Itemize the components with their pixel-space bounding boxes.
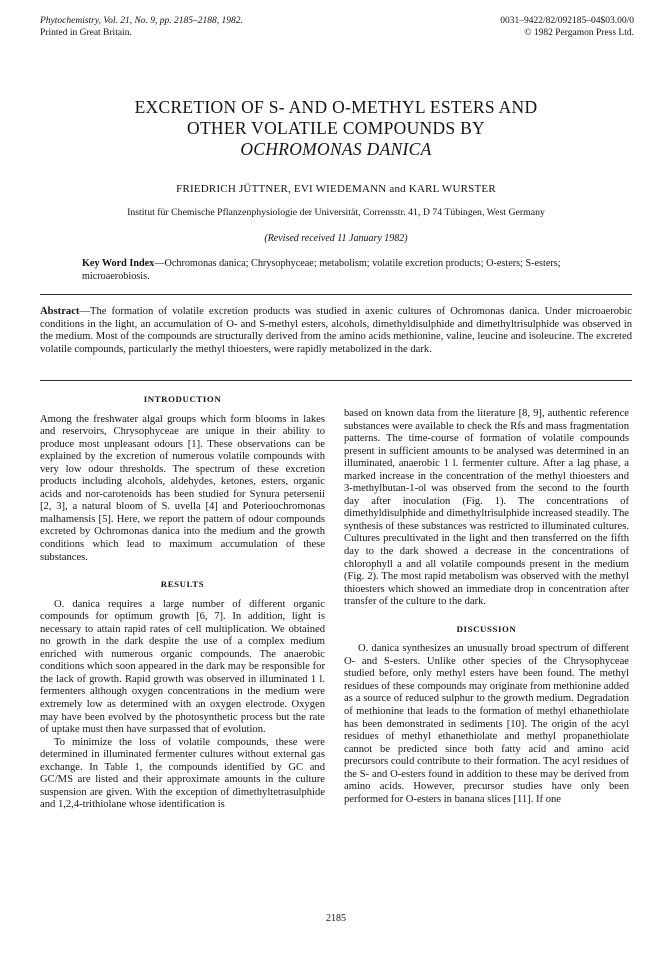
title-line-2: OTHER VOLATILE COMPOUNDS BY xyxy=(187,118,485,138)
abstract-text: —The formation of volatile excretion products was studied in axenic cultures of Ochromonas danica. Under microaerobic conditions in the light, an accumulation of O- and S-methyl esters, alcohols, dimethyldisulphide and dimethyltrisulphide was observed in the medium. Most of the compounds are structurally derived from the amino acids methionine, valine, leucine and isoleucine. The excreted volatile compounds, particularly the methyl thioesters, were rapidly metabolized in the dark. xyxy=(40,306,632,355)
title-line-3: OCHROMONAS DANICA xyxy=(240,139,432,159)
page-number: 2185 xyxy=(326,913,346,924)
keywords xyxy=(82,258,602,283)
paper-title xyxy=(40,97,632,160)
introduction-heading: INTRODUCTION xyxy=(143,394,222,404)
column-left xyxy=(40,393,325,812)
authors: FRIEDRICH JÜTTNER, EVI WIEDEMANN and KARL WURSTER xyxy=(176,183,496,195)
rule-bottom xyxy=(40,380,632,381)
results-para-3: based on known data from the literature [8, 9], authentic reference substances were available to check the Rfs and mass fragmentation patterns. The time-course of formation of volatile compounds present in sufficient amounts to be analysed was determined in an illuminated, anaerobic 1 l. fermenter culture. After a lag phase, a marked increase in the concentration of the methyl thioesters and 3-methylbutan-1-ol was observed from the second to the fourth day after inoculation (Fig. 1). The concentrations of dimethyldisulphide and dimethyltrisulphide increased steadily. The synthesis of these substances was restricted to illuminated cultures. Cultures precultivated in the light and then transferred on the fifth day to the dark showed a decrease in the concentrations of chlorophyll a and all volatile compounds present in the medium (Fig. 2). The most rapid metabolism was observed with the methyl thioesters which showed an immediate drop in concentration after transfer of the culture to the dark. xyxy=(344,408,629,608)
affiliation: Institut für Chemische Pflanzenphysiologie der Universität, Corrensstr. 41, D 74 Tübingen, West Germany xyxy=(127,207,545,218)
keywords-text: —Ochromonas danica; Chrysophyceae; metabolism; volatile excretion products; O-esters; S-esters; microaerobiosis. xyxy=(82,258,561,282)
revised-date: (Revised received 11 January 1982) xyxy=(264,233,408,244)
results-heading: RESULTS xyxy=(160,579,205,590)
printed-line: Printed in Great Britain. xyxy=(40,28,132,38)
introduction-text: Among the freshwater algal groups which form blooms in lakes and reservoirs, Chrysophyceae are unique in their ability to produce most unpleasant odours [1]. These observations can be explained by the excretion of numerous volatile compounds with very low odour thresholds. The spectrum of these excretion products including alcohols, aldehydes, ketones, esters, organic acids and nor-carotenoids has been studied for Synura petersenii [2, 3], a natural bloom of S. uvella [4] and Poterioochromonas malhamensis [5]. Here, we report the pattern of odour compounds excreted by Ochromonas danica into the medium and the growth conditions which lead to maximum accumulation of these substances. xyxy=(40,413,325,563)
copyright-line: © 1982 Pergamon Press Ltd. xyxy=(524,28,634,38)
journal-line: Phytochemistry, Vol. 21, No. 9, pp. 2185–2188, 1982. xyxy=(40,16,243,26)
code-line: 0031–9422/82/092185–04$03.00/0 xyxy=(500,16,634,26)
results-para-2: To minimize the loss of volatile compounds, these were determined in illuminated fermenter cultures without external gas exchange. In Table 1, the compounds identified by GC and GC/MS are listed and their approximate amounts in the culture suspension are given. With the exception of dimethyltetrasulphide and 1,2,4-trithiolane whose identification is xyxy=(40,736,325,811)
column-right xyxy=(344,408,629,806)
title-line-1: EXCRETION OF S- AND O-METHYL ESTERS AND xyxy=(134,97,538,117)
keywords-label: Key Word Index xyxy=(82,258,155,269)
journal-citation xyxy=(40,15,243,39)
abstract xyxy=(40,306,632,356)
results-para-1: O. danica requires a large number of different organic compounds for optimum growth [6, 7]. In addition, light is necessary to attain rapid rates of cell multiplication. We obtained no growth in the dark despite the use of a complex medium enriched with numerous organic compounds. The anaerobic conditions which soon appeared in the dark may be responsible for the lack of growth. Rapid growth was observed in illuminated 1 l. fermenters although oxygen concentrations in the medium were extremely low as determined with an oxygen electrode. Oxygen may have been evolved by the photosynthetic process but the rate of uptake must then have surpassed that of evolution. xyxy=(40,598,325,736)
rule-top xyxy=(40,294,632,295)
copyright-block xyxy=(500,15,634,39)
abstract-label: Abstract xyxy=(40,306,80,317)
discussion-heading: DISCUSSION xyxy=(456,623,517,634)
discussion-text: O. danica synthesizes an unusually broad spectrum of different O- and S-esters. Unlike other species of the Chrysophyceae studied before, only methyl esters have been found. The methyl residues of these compounds may originate from methionine added as a source of reduced sulphur to the growth medium. Degradation of methionine that leads to the formation of methyl ethanethiolate has been demonstrated in sediments [10]. The origin of the acyl residues of methyl ethanethiolate and methyl propanethiolate cannot be predicted since both fatty acid and amino acid precursors could contribute to their formation. The acyl residues of the S- and O-esters found in addition to these may be derived from amino acids. However, precursor studies have only been performed for O-esters in banana slices [11]. If one xyxy=(344,643,629,805)
